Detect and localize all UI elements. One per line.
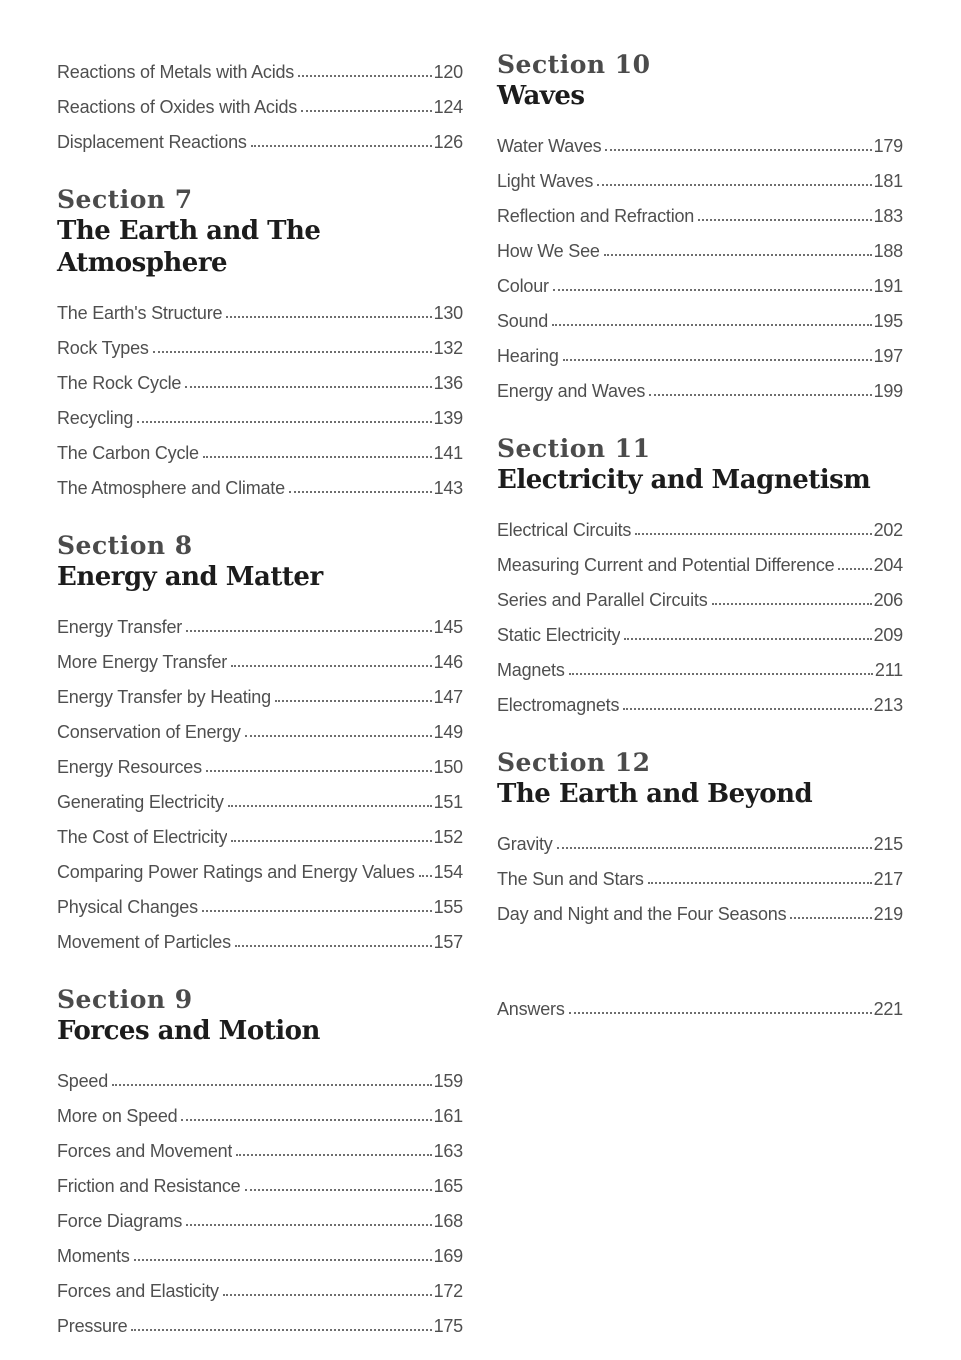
dotted-leader [569, 673, 873, 675]
section-title: Electricity and Magnetism [497, 465, 871, 495]
toc-entry-page-number: 213 [873, 695, 903, 715]
toc-entry-page-number: 172 [433, 1281, 463, 1301]
toc-entry [57, 431, 463, 466]
toc-entry-title: Measuring Current and Potential Difference [497, 555, 835, 575]
toc-entry-page-number: 136 [433, 373, 463, 393]
dotted-leader [605, 149, 871, 151]
toc-entry [57, 710, 463, 745]
toc-entry-page-number: 149 [433, 722, 463, 742]
toc-entry-page-number: 151 [433, 792, 463, 812]
dotted-leader [624, 638, 871, 640]
toc-entry-title: Energy Transfer by Heating [57, 687, 271, 707]
section-title: Forces and Motion [57, 1016, 320, 1046]
toc-entry [57, 815, 463, 850]
dotted-leader [245, 1189, 432, 1191]
toc-entry [497, 857, 903, 892]
toc-entry-title: The Atmosphere and Climate [57, 478, 285, 498]
dotted-leader [712, 603, 872, 605]
toc-entry-page-number: 168 [433, 1211, 463, 1231]
dotted-leader [597, 184, 871, 186]
toc-entry [497, 648, 903, 683]
toc-entry-page-number: 126 [433, 132, 463, 152]
toc-entry-title: Comparing Power Ratings and Energy Values [57, 862, 415, 882]
toc-entry-page-number: 199 [873, 381, 903, 401]
toc-entry-page-number: 188 [873, 241, 903, 261]
dotted-leader [131, 1329, 431, 1331]
toc-entry-title: Physical Changes [57, 897, 198, 917]
toc-entry [57, 1199, 463, 1234]
toc-entry-title: Magnets [497, 660, 565, 680]
dotted-leader [231, 665, 431, 667]
dotted-leader [226, 316, 431, 318]
dotted-leader [569, 1012, 872, 1014]
dotted-leader [223, 1294, 432, 1296]
dotted-leader [203, 456, 432, 458]
toc-section-group [497, 434, 903, 718]
section-title: Waves [497, 81, 585, 111]
dotted-leader [245, 735, 432, 737]
toc-column-left [57, 50, 463, 1360]
dotted-leader [137, 421, 431, 423]
toc-entry-page-number: 197 [873, 346, 903, 366]
toc-entry [57, 675, 463, 710]
toc-entry-page-number: 147 [433, 687, 463, 707]
toc-entry-page-number: 211 [874, 660, 903, 680]
toc-entry [497, 264, 903, 299]
toc-entry [497, 508, 903, 543]
dotted-leader [648, 882, 872, 884]
toc-section-group [57, 185, 463, 501]
toc-entry-page-number: 202 [873, 520, 903, 540]
toc-section-group [57, 985, 463, 1339]
toc-entry-page-number: 130 [433, 303, 463, 323]
toc-entry-page-number: 179 [873, 136, 903, 156]
toc-entry [497, 892, 903, 927]
toc-entry-page-number: 150 [433, 757, 463, 777]
toc-section-group [57, 50, 463, 155]
toc-entry-page-number: 175 [433, 1316, 463, 1336]
toc-section-group [57, 531, 463, 955]
toc-entry [57, 885, 463, 920]
toc-entry [57, 1269, 463, 1304]
toc-entry-title: The Carbon Cycle [57, 443, 199, 463]
toc-entry-title: Static Electricity [497, 625, 621, 645]
section-label: Section 7 [57, 185, 193, 214]
toc-entry [57, 120, 463, 155]
dotted-leader [790, 917, 871, 919]
toc-entry-page-number: 191 [873, 276, 903, 296]
toc-entry-page-number: 219 [873, 904, 903, 924]
dotted-leader [181, 1119, 431, 1121]
toc-entry [57, 291, 463, 326]
toc-entry [497, 229, 903, 264]
toc-entry-page-number: 209 [873, 625, 903, 645]
toc-entry-title: Series and Parallel Circuits [497, 590, 708, 610]
toc-entry-title: Pressure [57, 1316, 128, 1336]
toc-entry-title: Hearing [497, 346, 559, 366]
toc-entry [57, 780, 463, 815]
toc-entry-title: Electromagnets [497, 695, 620, 715]
toc-section-group [497, 50, 903, 404]
toc-entry-page-number: 132 [433, 338, 463, 358]
dotted-leader [186, 630, 432, 632]
dotted-leader [206, 770, 432, 772]
toc-entry-title: Electrical Circuits [497, 520, 632, 540]
section-title: The Earth and Beyond [497, 779, 813, 809]
toc-entry-title: Colour [497, 276, 549, 296]
toc-entry-title: The Rock Cycle [57, 373, 182, 393]
section-label: Section 10 [497, 50, 651, 79]
toc-entry-page-number: 124 [433, 97, 463, 117]
toc-entry-page-number: 143 [433, 478, 463, 498]
toc-entry [57, 1234, 463, 1269]
toc-entry-page-number: 195 [873, 311, 903, 331]
toc-entry [497, 369, 903, 404]
toc-entry [57, 50, 463, 85]
section-label: Section 9 [57, 985, 193, 1014]
toc-entry-page-number: 217 [873, 869, 903, 889]
toc-entry-page-number: 215 [873, 834, 903, 854]
toc-entry-title: Reactions of Metals with Acids [57, 62, 295, 82]
toc-entry-page-number: 165 [433, 1176, 463, 1196]
toc-entry [57, 920, 463, 955]
toc-section-group [497, 748, 903, 927]
toc-entry-page-number: 183 [873, 206, 903, 226]
toc-entry-title: Answers [497, 999, 565, 1019]
toc-entry [57, 850, 463, 885]
toc-entry-page-number: 152 [433, 827, 463, 847]
dotted-leader [838, 568, 871, 570]
toc-entry-page-number: 163 [433, 1141, 463, 1161]
toc-entry [497, 578, 903, 613]
toc-entry [57, 396, 463, 431]
toc-entry-title: Water Waves [497, 136, 602, 156]
toc-entry-title: Sound [497, 311, 549, 331]
dotted-leader [301, 110, 431, 112]
dotted-leader [419, 875, 432, 877]
dotted-leader [251, 145, 432, 147]
toc-section-group [497, 987, 903, 1022]
dotted-leader [649, 394, 871, 396]
toc-entry [57, 361, 463, 396]
toc-entry [57, 466, 463, 501]
toc-entry-title: Forces and Movement [57, 1141, 233, 1161]
toc-entry-page-number: 139 [433, 408, 463, 428]
toc-entry-title: Reflection and Refraction [497, 206, 695, 226]
toc-entry [57, 326, 463, 361]
dotted-leader [186, 1224, 431, 1226]
toc-entry-page-number: 221 [873, 999, 903, 1019]
toc-entry-title: Moments [57, 1246, 130, 1266]
dotted-leader [557, 847, 872, 849]
toc-entry [497, 334, 903, 369]
section-label: Section 11 [497, 434, 651, 463]
dotted-leader [623, 708, 871, 710]
dotted-leader [235, 945, 432, 947]
section-title: Energy and Matter [57, 562, 323, 592]
toc-entry-title: The Earth's Structure [57, 303, 223, 323]
dotted-leader [231, 840, 431, 842]
dotted-leader [298, 75, 431, 77]
toc-entry-title: More Energy Transfer [57, 652, 228, 672]
toc-entry [497, 299, 903, 334]
dotted-leader [185, 386, 431, 388]
toc-entry-title: Day and Night and the Four Seasons [497, 904, 787, 924]
dotted-leader [635, 533, 871, 535]
toc-entry-title: Recycling [57, 408, 134, 428]
toc-entry [497, 124, 903, 159]
dotted-leader [275, 700, 432, 702]
toc-entry [57, 1304, 463, 1339]
toc-entry [57, 745, 463, 780]
toc-entry [57, 1164, 463, 1199]
toc-entry [497, 159, 903, 194]
toc-entry [57, 640, 463, 675]
toc-entry-title: Conservation of Energy [57, 722, 241, 742]
toc-entry-page-number: 157 [433, 932, 463, 952]
toc-entry-page-number: 204 [873, 555, 903, 575]
toc-entry-title: Energy and Waves [497, 381, 646, 401]
toc-entry-page-number: 169 [433, 1246, 463, 1266]
dotted-leader [553, 289, 872, 291]
toc-entry-title: Reactions of Oxides with Acids [57, 97, 298, 117]
toc-entry [497, 987, 903, 1022]
toc-entry-title: Energy Transfer [57, 617, 183, 637]
dotted-leader [563, 359, 872, 361]
toc-entry-title: Friction and Resistance [57, 1176, 241, 1196]
toc-entry-page-number: 161 [433, 1106, 463, 1126]
section-label: Section 8 [57, 531, 193, 560]
dotted-leader [236, 1154, 431, 1156]
toc-entry-title: Forces and Elasticity [57, 1281, 219, 1301]
dotted-leader [698, 219, 871, 221]
toc-entry-title: Rock Types [57, 338, 149, 358]
dotted-leader [289, 491, 432, 493]
toc-entry [497, 683, 903, 718]
toc-entry-title: The Cost of Electricity [57, 827, 228, 847]
toc-entry [497, 822, 903, 857]
toc-entry-title: Speed [57, 1071, 109, 1091]
toc-entry [57, 605, 463, 640]
toc-entry-title: Force Diagrams [57, 1211, 183, 1231]
toc-entry-page-number: 181 [873, 171, 903, 191]
toc-entry-title: More on Speed [57, 1106, 178, 1126]
dotted-leader [112, 1084, 432, 1086]
section-label: Section 12 [497, 748, 651, 777]
dotted-leader [134, 1259, 432, 1261]
dotted-leader [202, 910, 432, 912]
toc-entry [497, 613, 903, 648]
toc-entry [497, 194, 903, 229]
toc-entry-title: Displacement Reactions [57, 132, 247, 152]
toc-entry-page-number: 141 [433, 443, 463, 463]
toc-entry [57, 1129, 463, 1164]
toc-entry-page-number: 159 [433, 1071, 463, 1091]
section-title: The Earth and The Atmosphere [57, 216, 321, 278]
toc-entry [57, 1094, 463, 1129]
dotted-leader [153, 351, 432, 353]
dotted-leader [604, 254, 872, 256]
toc-entry [497, 543, 903, 578]
toc-entry-title: The Sun and Stars [497, 869, 644, 889]
toc-entry-page-number: 146 [433, 652, 463, 672]
dotted-leader [228, 805, 432, 807]
dotted-leader [552, 324, 872, 326]
toc-entry-page-number: 206 [873, 590, 903, 610]
toc-entry-title: Gravity [497, 834, 553, 854]
toc-entry-page-number: 145 [433, 617, 463, 637]
toc-column-right [497, 50, 903, 1360]
toc-entry-page-number: 120 [433, 62, 463, 82]
toc-entry-title: Movement of Particles [57, 932, 231, 952]
toc-entry-title: Generating Electricity [57, 792, 224, 812]
toc-entry-title: How We See [497, 241, 600, 261]
toc-entry [57, 1059, 463, 1094]
toc-entry-page-number: 155 [433, 897, 463, 917]
toc-entry-title: Energy Resources [57, 757, 202, 777]
toc-entry-page-number: 154 [433, 862, 463, 882]
toc-entry-title: Light Waves [497, 171, 594, 191]
toc-entry [57, 85, 463, 120]
